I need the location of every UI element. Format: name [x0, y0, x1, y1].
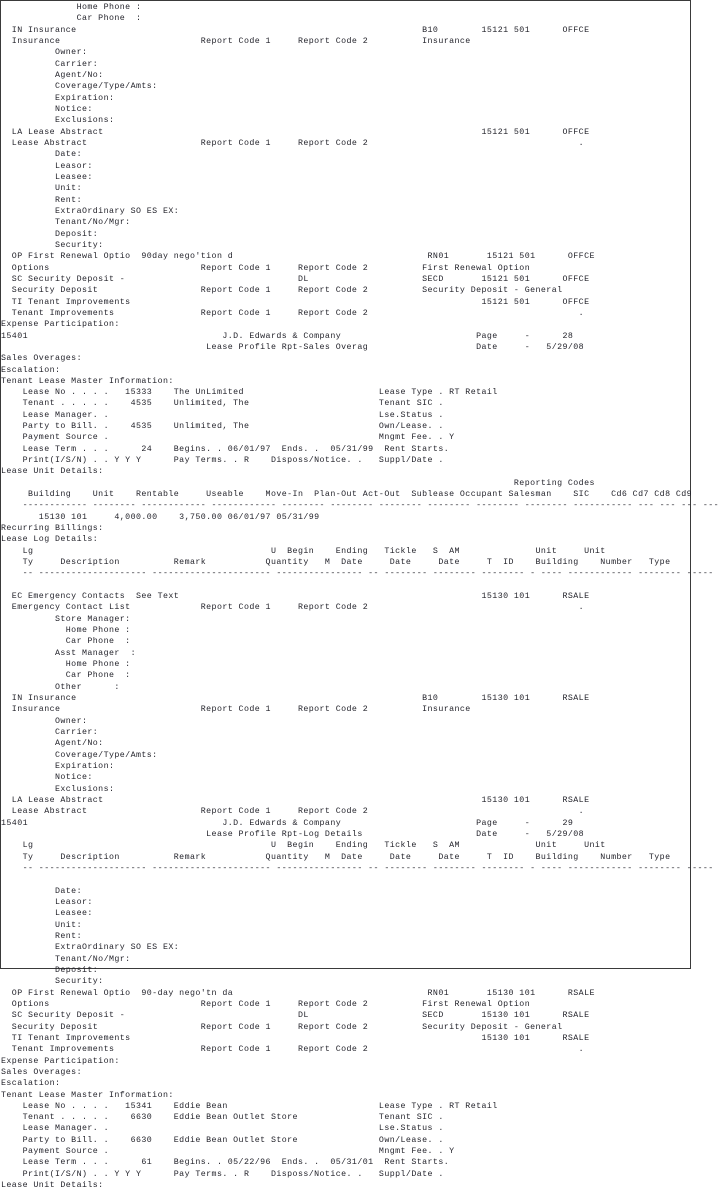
report-line: Payment Source . Mngmt Fee. . Y: [1, 433, 455, 443]
report-line: Building Unit Rentable Useable Move-In Plan-Out Act-Out Sublease Occupant Salesman SIC Cd6 Cd7 Cd8 Cd9: [1, 490, 693, 500]
report-line: Deposit:: [1, 229, 99, 239]
report-line: Lease Manager. . Lse.Status .: [1, 410, 444, 420]
report-line: Tenant . . . . . 6630 Eddie Bean Outlet Store Tenant SIC .: [1, 1113, 444, 1123]
report-line: Home Phone :: [1, 3, 142, 12]
report-line: ExtraOrdinary SO ES EX:: [1, 206, 180, 216]
report-line: Tenant Lease Master Information:: [1, 1090, 174, 1100]
report-line: OP First Renewal Optio 90-day nego'tn da RN01 15130 101 RSALE: [1, 988, 595, 998]
report-line: ------------ -------- ------------ ------------ -------- -------- -------- -------- -------- -------- ----------- --- --- --- ---: [1, 501, 719, 511]
report-line: Exclusions:: [1, 784, 115, 794]
report-line: Leasor:: [1, 897, 93, 907]
report-line: EC Emergency Contacts See Text 15130 101 RSALE: [1, 592, 590, 602]
report-line: Tenant Improvements Report Code 1 Report Code 2 .: [1, 308, 585, 318]
report-line: 15401 J.D. Edwards & Company Page - 29: [1, 818, 574, 828]
report-line: Exclusions:: [1, 116, 115, 126]
report-line: Lg U Begin Ending Tickle S AM Unit Unit: [1, 841, 606, 851]
report-line: Notice:: [1, 104, 93, 114]
report-line: 15401 J.D. Edwards & Company Page - 28: [1, 331, 574, 341]
report-line: Deposit:: [1, 965, 99, 975]
report-line: Car Phone :: [1, 671, 131, 681]
report-line: [1, 580, 690, 591]
report-line: SC Security Deposit - DL SECD 15130 101 RSALE: [1, 1011, 590, 1021]
report-line: Home Phone :: [1, 626, 131, 636]
report-line: Insurance Report Code 1 Report Code 2 Insurance: [1, 705, 471, 715]
report-line: Party to Bill. . 4535 Unlimited, The Own/Lease. .: [1, 422, 444, 432]
report-line: Sales Overages:: [1, 1067, 82, 1077]
report-line: Print(I/S/N) . . Y Y Y Pay Terms. . R Disposs/Notice. . Suppl/Date .: [1, 1169, 444, 1179]
report-line: Owner:: [1, 716, 88, 726]
report-line: Notice:: [1, 773, 93, 783]
report-line: Security Deposit Report Code 1 Report Code 2 Security Deposit - General: [1, 286, 563, 296]
report-line: Rent:: [1, 931, 82, 941]
report-line: Leasee:: [1, 172, 93, 182]
report-line: Car Phone :: [1, 14, 142, 24]
report-line: Date:: [1, 150, 82, 160]
report-line: [1, 874, 690, 885]
report-line: Escalation:: [1, 1079, 61, 1089]
report-line: Carrier:: [1, 59, 99, 69]
report-line: ExtraOrdinary SO ES EX:: [1, 943, 180, 953]
report-line: Options Report Code 1 Report Code 2 First Renewal Option: [1, 263, 531, 273]
report-line: Security:: [1, 240, 104, 250]
report-line: Date:: [1, 886, 82, 896]
report-line: Tenant/No/Mgr:: [1, 954, 131, 964]
report-line: LA Lease Abstract 15130 101 RSALE: [1, 795, 590, 805]
report-line: Owner:: [1, 48, 88, 58]
report-line: 15130 101 4,000.00 3,750.00 06/01/97 05/31/99: [1, 512, 320, 522]
report-line: Lease Abstract Report Code 1 Report Code 2 .: [1, 138, 585, 148]
report-line: Lease Unit Details:: [1, 467, 104, 477]
report-line: Lease Manager. . Lse.Status .: [1, 1124, 444, 1134]
report-line: Lg U Begin Ending Tickle S AM Unit Unit: [1, 546, 606, 556]
report-line: Sales Overages:: [1, 354, 82, 364]
report-line: Rent:: [1, 195, 82, 205]
report-text-body: [1, 2, 719, 1191]
report-line: Lease Profile Rpt-Sales Overag Date - 5/29/08: [1, 342, 585, 352]
report-line: -- -------------------- ---------------------- ---------------- -- -------- -------- -------- - ---- ------------ -------- -----: [1, 569, 714, 579]
report-line: Lease Term . . . 24 Begins. . 06/01/97 Ends. . 05/31/99 Rent Starts.: [1, 444, 450, 454]
report-line: Insurance Report Code 1 Report Code 2 Insurance: [1, 36, 471, 46]
report-line: Emergency Contact List Report Code 1 Report Code 2 .: [1, 603, 585, 613]
report-line: Lease Log Details:: [1, 535, 99, 545]
report-line: Tenant Lease Master Information:: [1, 376, 174, 386]
report-line: Unit:: [1, 184, 82, 194]
report-line: OP First Renewal Optio 90day nego'tion d RN01 15121 501 OFFCE: [1, 252, 595, 262]
report-line: TI Tenant Improvements 15121 501 OFFCE: [1, 297, 590, 307]
report-line: Escalation:: [1, 365, 61, 375]
report-line: Agent/No:: [1, 739, 104, 749]
report-line: SC Security Deposit - DL SECD 15121 501 OFFCE: [1, 274, 590, 284]
report-line: Expense Participation:: [1, 320, 120, 330]
report-line: Lease Term . . . 61 Begins. . 05/22/96 Ends. . 05/31/01 Rent Starts.: [1, 1158, 450, 1168]
report-line: Coverage/Type/Amts:: [1, 750, 158, 760]
report-line: Coverage/Type/Amts:: [1, 82, 158, 92]
report-line: Reporting Codes: [1, 478, 595, 488]
report-line: Carrier:: [1, 728, 99, 737]
report-line: Print(I/S/N) . . Y Y Y Pay Terms. . R Disposs/Notice. . Suppl/Date .: [1, 456, 444, 466]
report-line: Lease No . . . . 15341 Eddie Bean Lease Type . RT Retail: [1, 1101, 498, 1111]
report-line: Options Report Code 1 Report Code 2 First Renewal Option: [1, 999, 531, 1009]
report-line: Recurring Billings:: [1, 524, 104, 534]
report-line: Asst Manager :: [1, 648, 136, 658]
report-line: Store Manager:: [1, 614, 131, 624]
report-line: Agent/No:: [1, 70, 104, 80]
report-line: Other :: [1, 682, 120, 692]
report-line: TI Tenant Improvements 15130 101 RSALE: [1, 1033, 590, 1043]
report-line: Leasor:: [1, 161, 93, 171]
report-line: Unit:: [1, 920, 82, 930]
report-line: Lease Unit Details:: [1, 1181, 104, 1191]
report-line: Ty Description Remark Quantity M Date Date Date T ID Building Number Type: [1, 558, 671, 568]
report-line: IN Insurance B10 15121 501 OFFCE: [1, 25, 590, 35]
report-line: Lease Profile Rpt-Log Details Date - 5/29/08: [1, 829, 585, 839]
report-line: Tenant Improvements Report Code 1 Report Code 2 .: [1, 1045, 585, 1055]
report-line: Lease No . . . . 15333 The UnLimited Lease Type . RT Retail: [1, 388, 498, 398]
report-line: Home Phone :: [1, 660, 131, 670]
report-line: Party to Bill. . 6630 Eddie Bean Outlet Store Own/Lease. .: [1, 1135, 444, 1145]
report-line: Car Phone :: [1, 637, 131, 647]
report-line: Expiration:: [1, 93, 115, 103]
report-line: Leasee:: [1, 909, 93, 919]
report-line: Tenant/No/Mgr:: [1, 218, 131, 228]
report-line: IN Insurance B10 15130 101 RSALE: [1, 694, 590, 704]
report-line: Tenant . . . . . 4535 Unlimited, The Tenant SIC .: [1, 399, 444, 409]
report-line: Lease Abstract Report Code 1 Report Code 2 .: [1, 807, 585, 817]
report-line: Payment Source . Mngmt Fee. . Y: [1, 1147, 455, 1157]
report-line: LA Lease Abstract 15121 501 OFFCE: [1, 127, 590, 137]
report-line: Ty Description Remark Quantity M Date Date Date T ID Building Number Type: [1, 852, 671, 862]
report-line: Security Deposit Report Code 1 Report Code 2 Security Deposit - General: [1, 1022, 563, 1032]
report-line: -- -------------------- ---------------------- ---------------- -- -------- -------- -------- - ---- ------------ -------- -----: [1, 863, 714, 873]
report-line: Expiration:: [1, 761, 115, 771]
report-line: Security:: [1, 977, 104, 987]
report-line: Expense Participation:: [1, 1056, 120, 1066]
